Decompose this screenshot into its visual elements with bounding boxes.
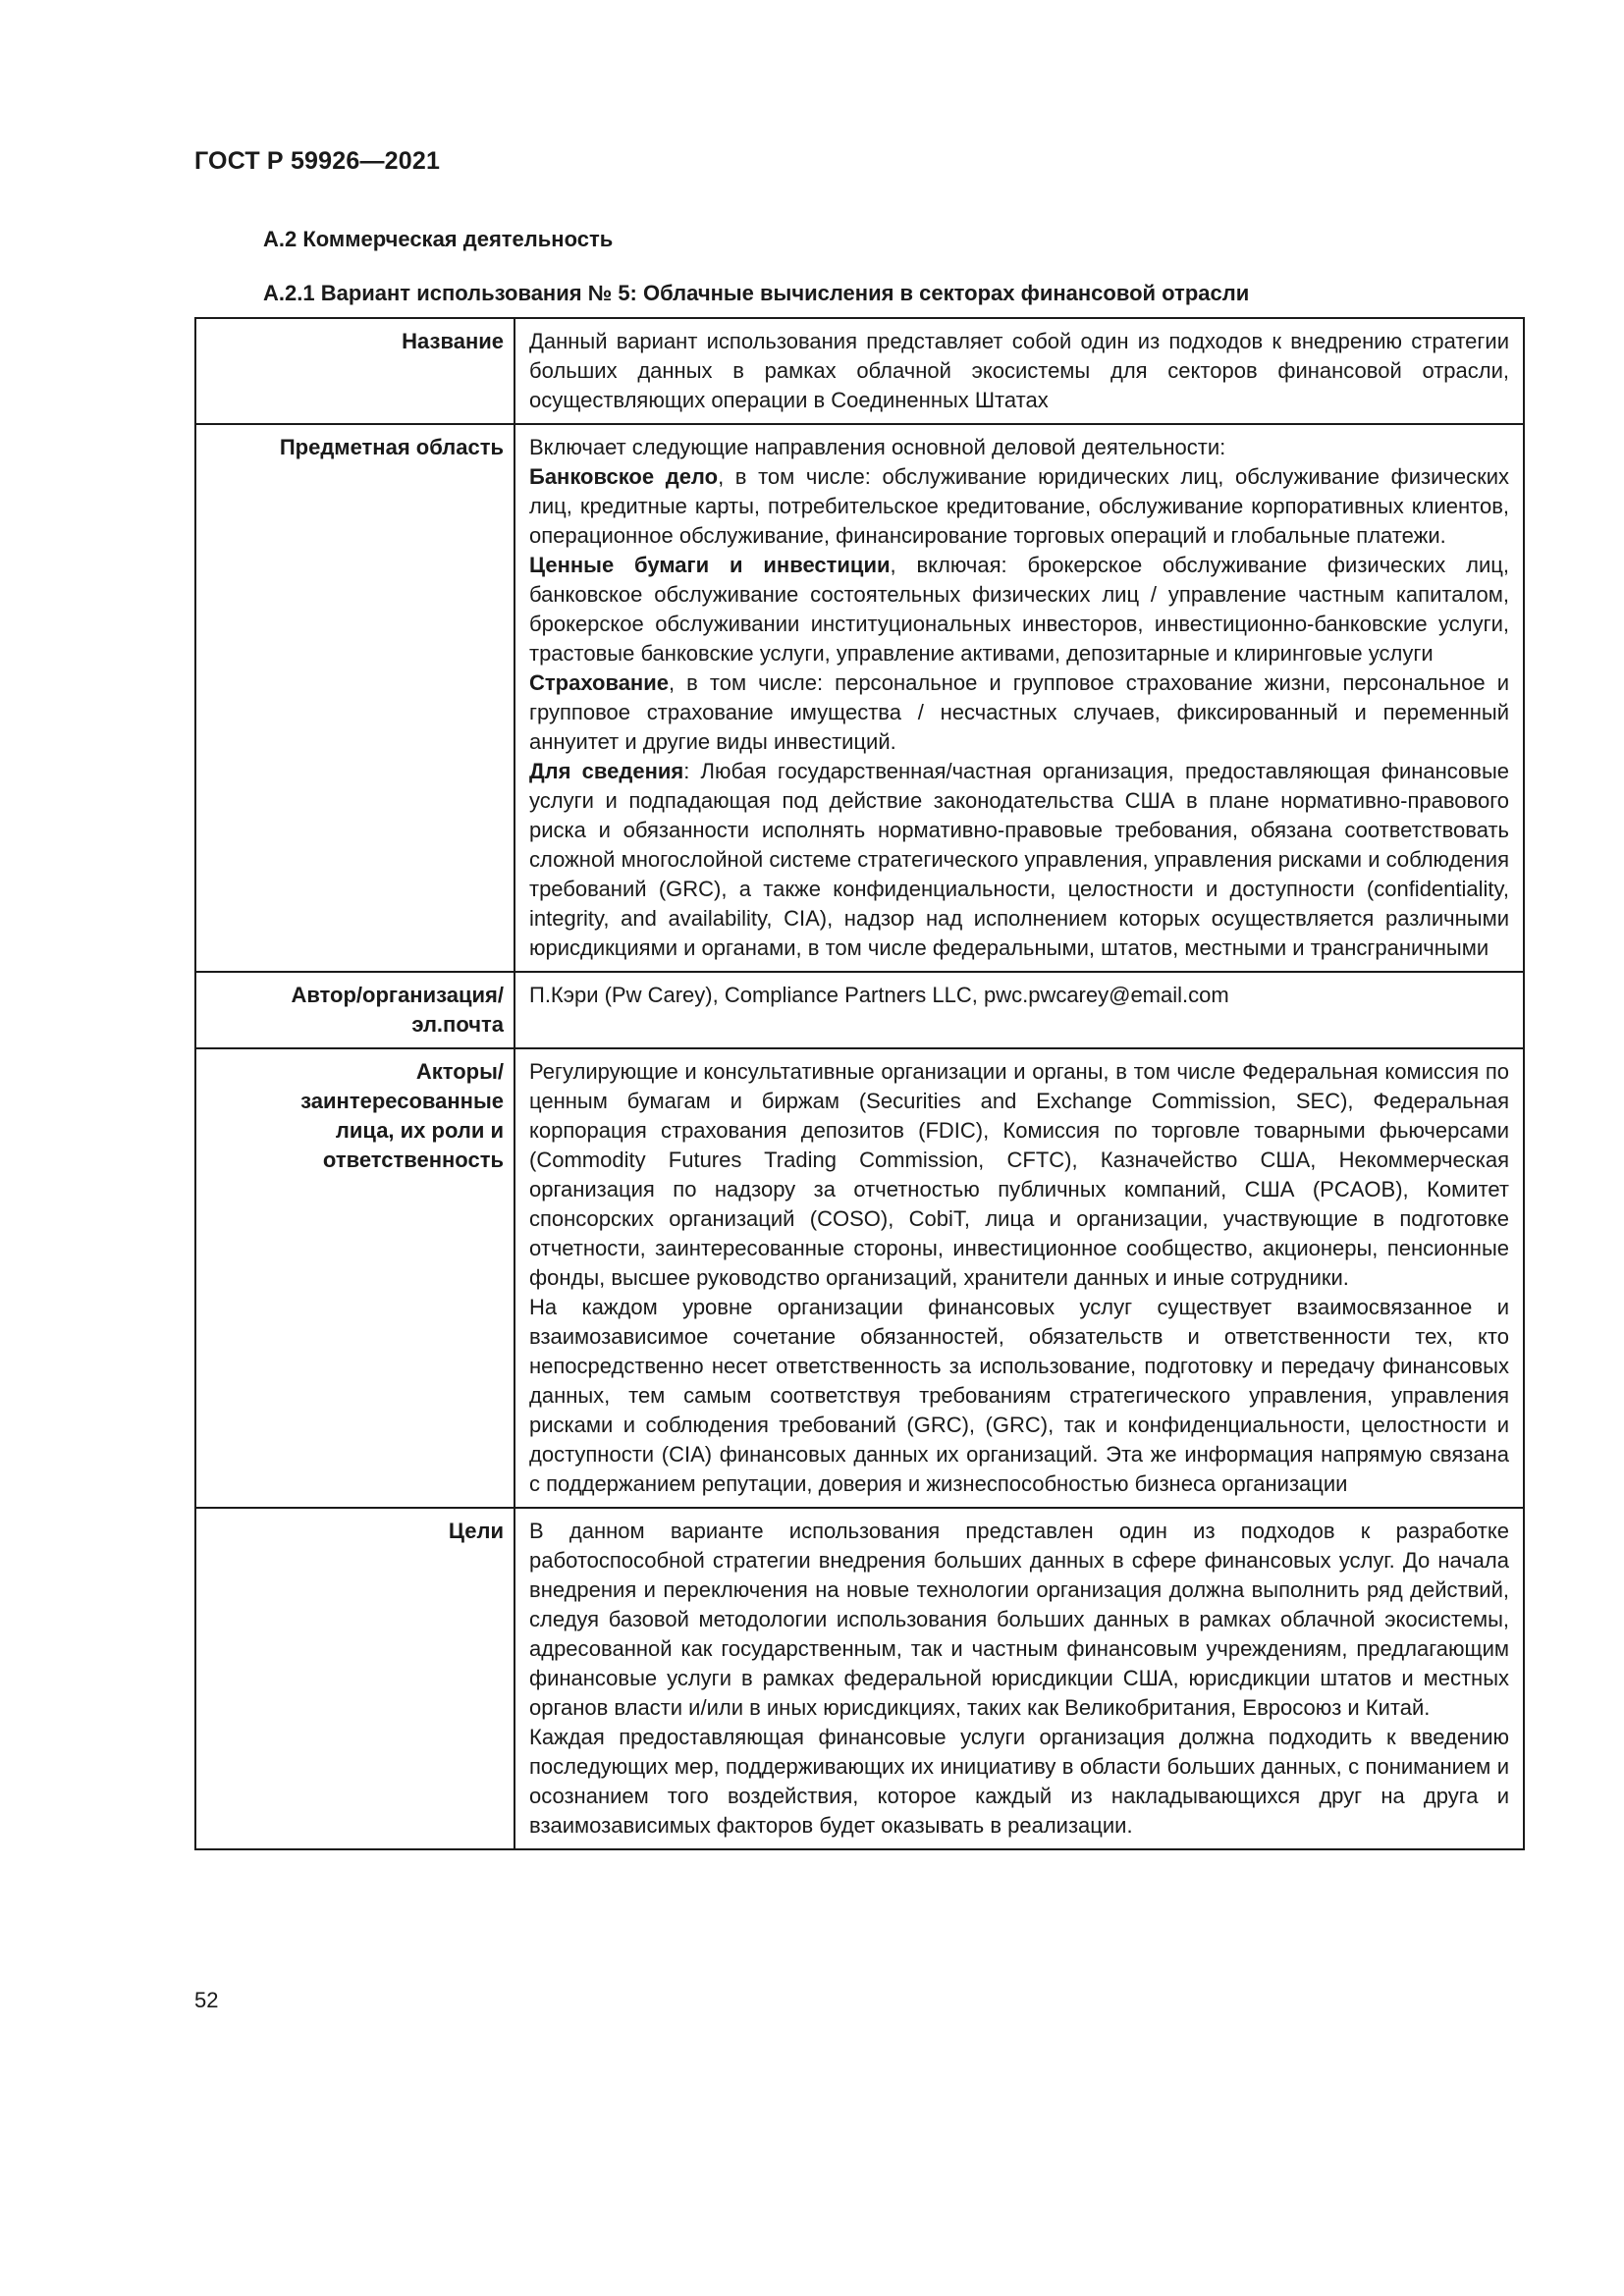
insurance-text: , в том числе: персональное и групповое страхование жизни, персональное и групповое страхование имущества / несчастных случаев, фиксированный и переменный аннуитет и другие виды инвестиций. bbox=[529, 670, 1509, 754]
subsection-title: А.2.1 Вариант использования № 5: Облачные вычисления в секторах финансовой отрасли bbox=[263, 281, 1250, 305]
actors-label-line2: заинтересованные bbox=[300, 1089, 504, 1113]
note-text: : Любая государственная/частная организация, предоставляющая финансовые услуги и подпадающая под действие законодательства США в плане нормативно-правового риска и обязанности исполнять нормативно-правовые требования, обязана соответствовать сложной многослойной системе стратегического управления, управления рисками и соблюдения требований (GRC), а также конфиденциальности, целостности и доступности (confidentiality, integrity, and availability, CIA), надзор над исполнением которых осуществляется различными юрисдикциями и органами, в том числе федеральными, штатов, местными и трансграничными bbox=[529, 759, 1509, 960]
table-row-name bbox=[195, 318, 1524, 424]
actors-para2: На каждом уровне организации финансовых услуг существует взаимосвязанное и взаимозависимое сочетание обязанностей, обязательств и ответственности тех, кто непосредственно несет ответственность за использование, подготовку и передачу финансовых данных, тем самым соответствуя требованиям стратегического управления, управления рисками и соблюдения требований (GRC), (GRC), так и конфиденциальности, целостности и доступности (CIA) финансовых данных их организаций. Эта же информация напрямую связана с поддержанием репутации, доверия и жизнеспособностью бизнеса организации bbox=[529, 1295, 1509, 1496]
banking-text: , в том числе: обслуживание юридических лиц, обслуживание физических лиц, кредитные карты, потребительское кредитование, обслуживание корпоративных клиентов, операционное обслуживание, финансирование торговых операций и глобальные платежи. bbox=[529, 464, 1510, 548]
table-row-domain bbox=[195, 424, 1524, 972]
row-content-actors bbox=[514, 1048, 1524, 1508]
goals-para1: В данном варианте использования представлен один из подходов к разработке работоспособной стратегии внедрения больших данных в сфере финансовых услуг. До начала внедрения и переключения на новые технологии организация должна выполнить ряд действий, следуя базовой методологии использования больших данных в рамках облачной экосистемы, адресованной как государственным, так и частным финансовым учреждениям, предлагающим финансовые услуги в рамках федеральной юрисдикции США, юрисдикции штатов и местных органов власти и/или в иных юрисдикциях, таких как Великобритания, Евросоюз и Китай. bbox=[529, 1519, 1509, 1720]
actors-label-line4: ответственность bbox=[322, 1148, 504, 1172]
actors-para1: Регулирующие и консультативные организации и органы, в том числе Федеральная комиссия по ценным бумагам и биржам (Securities and Exchange Commission, SEC), Федеральная корпорация страхования депозитов (FDIC), Комиссия по торговле товарными фьючерсами (Commodity Futures Trading Commission, CFTC), Казначейство США, Некоммерческая организация по надзору за отчетностью публичных компаний, США (PCAOB), Комитет спонсорских организаций (COSO), CobiT, лица и организации, участвующие в подготовке отчетности, заинтересованные стороны, инвестиционное сообщество, акционеры, пенсионные фонды, высшее руководство организаций, хранители данных и иные сотрудники. bbox=[529, 1059, 1509, 1290]
name-text: Данный вариант использования представляет собой один из подходов к внедрению стратегии больших данных в рамках облачной экосистемы для секторов финансовой отрасли, осуществляющих операции в Соединенных Штатах bbox=[529, 329, 1509, 412]
row-content-goals bbox=[514, 1508, 1524, 1849]
row-label-domain: Предметная область bbox=[195, 424, 514, 972]
banking-lead: Банковское дело bbox=[529, 464, 719, 489]
row-label-author bbox=[195, 972, 514, 1048]
domain-banking bbox=[529, 462, 1509, 551]
actors-label-line1: Акторы/ bbox=[415, 1059, 504, 1084]
document-header: ГОСТ Р 59926—2021 bbox=[194, 147, 441, 175]
row-content-author bbox=[514, 972, 1524, 1048]
author-label-line2: эл.почта bbox=[411, 1012, 504, 1037]
section-title: А.2 Коммерческая деятельность bbox=[263, 227, 614, 251]
table-row-goals bbox=[195, 1508, 1524, 1849]
securities-lead: Ценные бумаги и инвестиции bbox=[529, 553, 891, 577]
domain-securities bbox=[529, 551, 1509, 668]
domain-insurance bbox=[529, 668, 1509, 757]
row-label-name: Название bbox=[195, 318, 514, 424]
page-number: 52 bbox=[194, 1988, 219, 2012]
actors-label-line3: лица, их роли и bbox=[335, 1118, 504, 1143]
domain-intro: Включает следующие направления основной деловой деятельности: bbox=[529, 435, 1226, 459]
row-content-domain bbox=[514, 424, 1524, 972]
domain-note bbox=[529, 757, 1509, 963]
table-row-author bbox=[195, 972, 1524, 1048]
row-label-actors bbox=[195, 1048, 514, 1508]
row-label-goals: Цели bbox=[195, 1508, 514, 1849]
securities-text: , включая: брокерское обслуживание физических лиц, банковское обслуживание состоятельных физических лиц / управление частным капиталом, брокерское обслуживании институциональных инвесторов, инвестиционно-банковские услуги, трастовые банковские услуги, управление активами, депозитарные и клиринговые услуги bbox=[529, 553, 1509, 666]
note-lead: Для сведения bbox=[529, 759, 684, 783]
use-case-table bbox=[194, 317, 1525, 1850]
author-label-line1: Автор/организация/ bbox=[291, 983, 504, 1007]
author-text: П.Кэри (Pw Carey), Compliance Partners LLC, pwc.pwcarey@email.com bbox=[529, 983, 1229, 1007]
row-content-name bbox=[514, 318, 1524, 424]
goals-para2: Каждая предоставляющая финансовые услуги организация должна подходить к введению последующих мер, поддерживающих их инициативу в области больших данных, с пониманием и осознанием того воздействия, которое каждый из накладывающихся друг на друга и взаимозависимых факторов будет оказывать в реализации. bbox=[529, 1725, 1509, 1838]
table-row-actors bbox=[195, 1048, 1524, 1508]
insurance-lead: Страхование bbox=[529, 670, 669, 695]
